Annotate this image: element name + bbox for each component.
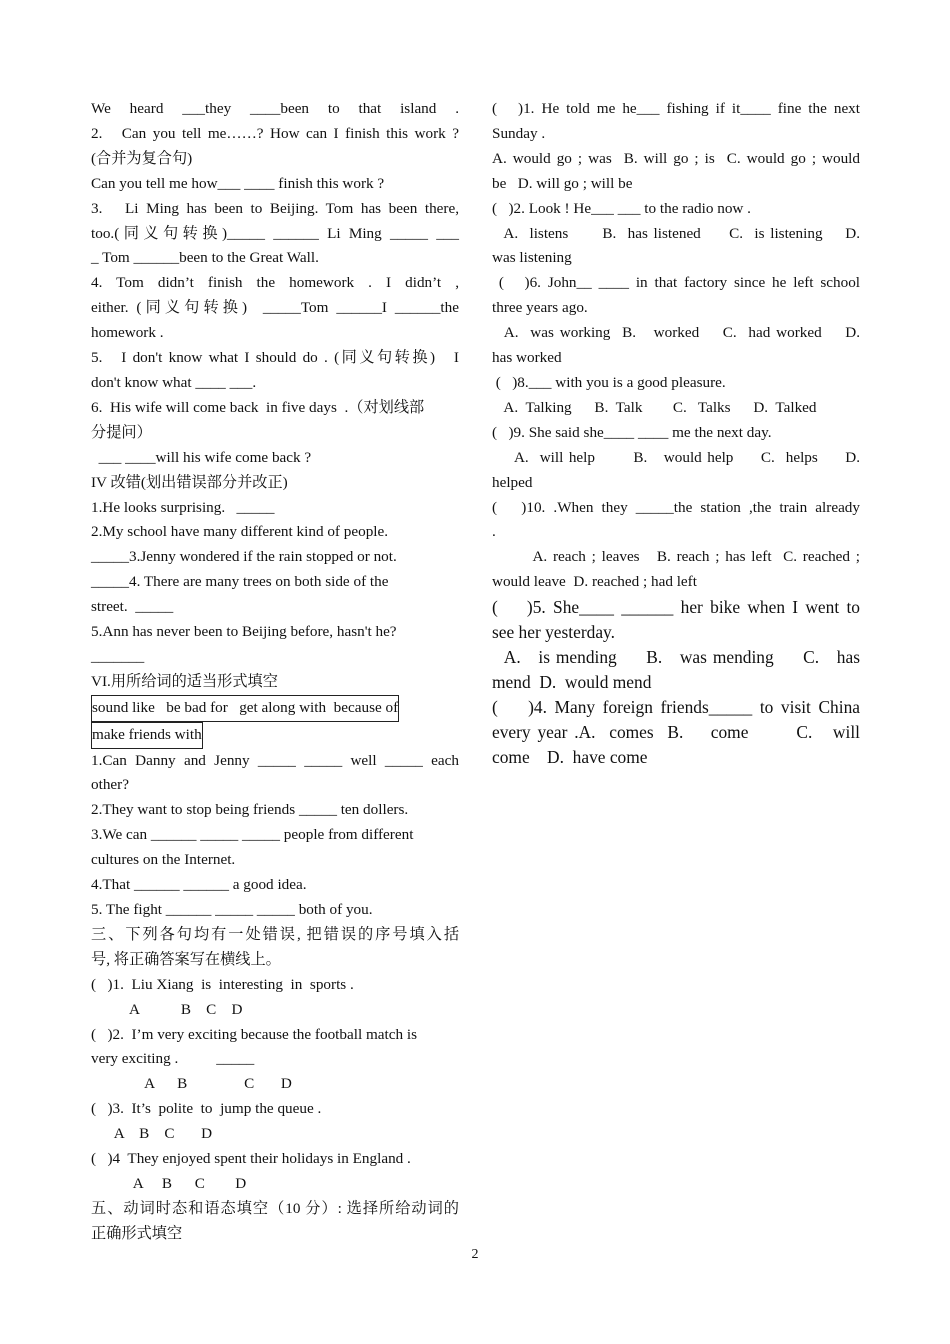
word-box-line [91,722,459,749]
text-line: other? [91,776,129,794]
text-line: would leave D. reached ; had left [492,573,697,591]
text-line: 1.Can Danny and Jenny _____ _____ well _____ each [91,751,459,769]
text-line: A B C D [91,1125,213,1143]
text-line: ( )5. She____ ______ her bike when I went to [492,597,860,618]
text-line: _____4. There are many trees on both side of the [91,573,389,591]
text-line: A B C D [91,1000,243,1018]
left-column [91,97,459,1247]
text-line: don't know what ____ ___. [91,373,257,391]
text-line: A B C D [91,1075,292,1093]
text-line: cultures on the Internet. [91,851,236,869]
section-heading: 五、动词时态和语态填空（10 分）: 选择所给动词的 [91,1199,459,1217]
text-line: A. was working B. worked C. had worked D. [492,324,860,342]
word-box-line [91,695,459,722]
text-line: very exciting . _____ [91,1050,255,1068]
text-line: come D. have come [492,746,648,767]
section-heading: 三、下列各句均有一处错误, 把错误的序号填入括 [91,925,459,943]
text-line: ( )8.___ with you is a good pleasure. [492,373,726,391]
text-line: ( )1. He told me he___ fishing if it____ fine the next [492,100,860,117]
text-line: We heard ___they ____been to that island . [91,100,459,117]
text-line: A. would go ; was B. will go ; is C. would go ; would [492,149,860,167]
text-line: 2. Can you tell me……? How can I finish this work ? [91,124,459,142]
text-line: ( )10. .When they _____the station ,the train already [492,498,860,516]
text-line: A. listens B. has listened C. is listening D. [492,224,861,242]
text-line: see her yesterday. [492,622,615,643]
text-line: homework . [91,324,164,342]
text-line: _____3.Jenny wondered if the rain stopped or not. [91,548,397,566]
text-line: was listening [492,249,572,267]
section-heading: IV 改错(划出错误部分并改正) [91,473,288,491]
text-line: A B C D [91,1174,247,1192]
text-line: street. _____ [91,598,174,616]
section-heading: 正确形式填空 [91,1224,183,1242]
text-line: . [492,523,496,541]
text-line: Sunday . [492,124,546,142]
text-line: ( )3. It’s polite to jump the queue . [91,1100,322,1118]
text-line: A. reach ; leaves B. reach ; has left C. reached ; [492,548,861,566]
word-box: make friends with [91,722,203,749]
text-line: 分提问） [91,423,152,441]
text-line: has worked [492,349,562,367]
text-line: ( )2. Look ! He___ ___ to the radio now . [492,199,751,217]
text-line: (合并为复合句) [91,149,193,167]
text-line: A. will help B. would help C. helps D. [492,448,861,466]
text-line: 3.We can ______ _____ _____ people from different [91,826,414,844]
text-line: ( )4 They enjoyed spent their holidays in England . [91,1150,411,1168]
section-heading: 号, 将正确答案写在横线上。 [91,950,281,968]
text-line: 4.That ______ ______ a good idea. [91,876,307,894]
right-column [492,97,860,769]
text-line: 2.They want to stop being friends _____ ten dollers. [91,801,409,819]
text-line: ( )9. She said she____ ____ me the next day. [492,423,772,441]
text-line: A. Talking B. Talk C. Talks D. Talked [492,398,817,416]
text-line: ( )4. Many foreign friends_____ to visit China [492,696,860,717]
text-line: every year .A. comes B. come C. will [492,721,860,742]
text-line: ( )6. John__ ____ in that factory since he left school [492,274,861,292]
text-line: ( )1. Liu Xiang is interesting in sports . [91,975,354,993]
text-line: A. is mending B. was mending C. has [492,646,860,667]
text-line: 5.Ann has never been to Beijing before, hasn't he? [91,623,397,641]
text-line: mend D. would mend [492,671,652,692]
text-line: _______ [91,647,145,665]
text-line: helped [492,473,533,491]
page-number: 2 [471,1247,479,1262]
text-line: 1.He looks surprising. _____ [91,498,275,516]
text-line: ___ ____will his wife come back ? [91,448,312,466]
text-line: 6. His wife will come back in five days .（对划线部 [91,398,425,416]
text-line: 2.My school have many different kind of people. [91,523,389,541]
section-heading: VI.用所给词的适当形式填空 [91,672,278,690]
text-line: three years ago. [492,299,588,317]
text-line: Can you tell me how___ ____ finish this work ? [91,174,385,192]
text-line: ( )2. I’m very exciting because the football match is [91,1025,417,1043]
text-line: 3. Li Ming has been to Beijing. Tom has been there, [91,199,459,217]
text-line: 5. I don't know what I should do . (同义句转换) I [91,349,459,367]
word-box: sound like be bad for get along with because of [91,695,399,722]
text-line: either. (同义句转换) _____Tom ______I ______the [91,299,459,317]
text-line: be D. will go ; will be [492,174,633,192]
text-line: 5. The fight ______ _____ _____ both of you. [91,901,373,918]
text-line: 4. Tom didn’t finish the homework . I didn’t , [91,274,459,292]
text-line: too.(同义句转换)_____ ______ Li Ming _____ ___ [91,224,459,242]
text-line: _ Tom ______been to the Great Wall. [91,249,319,267]
